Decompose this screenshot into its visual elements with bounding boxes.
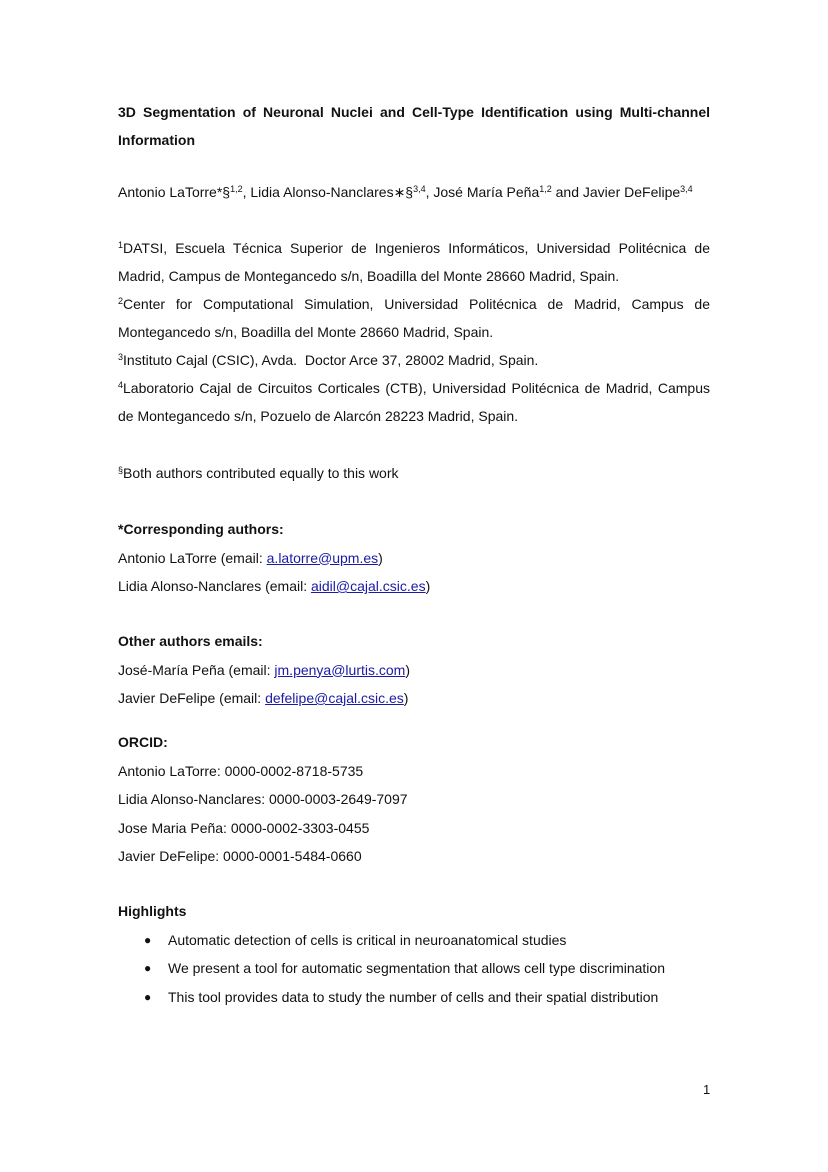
affiliation: $^1$DATSI, Escuela Técnica Superior de Ingenieros Informáticos, Universidad Politécnica de Madrid, Campus de Montegancedo s/n, Boadilla del Monte 28660 Madrid, Spain. — [118, 240, 710, 284]
highlights-section — [118, 897, 665, 1011]
email-link[interactable]: defelipe@cajal.csic.es — [265, 690, 404, 706]
section-heading: ORCID: — [118, 734, 168, 750]
paper-title: 3D Segmentation of Neuronal Nuclei and Cell-Type Identification using Multi-channel Information — [118, 104, 710, 148]
bullet-icon: ● — [144, 961, 152, 975]
orcid-line: Jose Maria Peña: 0000-0002-3303-0455 — [118, 819, 370, 836]
contact-line: Javier DeFelipe (email: defelipe@cajal.csic.es) — [118, 690, 409, 706]
email-link[interactable]: aidil@cajal.csic.es — [310, 578, 426, 594]
list-item: ● Automatic detection of cells is critical in neuroanatomical studies — [118, 926, 665, 955]
contact-line: Lidia Alonso-Nanclares (email: aidil@cajal.csic.es) — [118, 578, 431, 594]
bullet-icon: ● — [144, 932, 152, 947]
author-list — [118, 181, 693, 203]
affiliation: $^2$Center for Computational Simulation, Universidad Politécnica de Madrid, Campus de Montegancedo s/n, Boadilla del Monte 28660 Madrid, Spain. — [118, 296, 710, 340]
email-link[interactable]: jm.penya@lurtis.com — [274, 661, 406, 678]
section-heading: Other authors emails: — [118, 633, 263, 649]
orcid-section — [118, 728, 408, 871]
corresponding-authors — [118, 515, 430, 601]
orcid-line: Javier DeFelipe: 0000-0001-5484-0660 — [118, 848, 362, 864]
other-authors-emails — [118, 627, 410, 713]
contact-line: José-María Peña (email: jm.penya@lurtis.com) — [118, 661, 410, 678]
list-item: ● This tool provides data to study the number of cells and their spatial distribution — [118, 983, 665, 1012]
author: Javier DeFelipe$^{3,4}$ — [582, 184, 693, 200]
affiliation: $^3$Instituto Cajal (CSIC), Avda. Doctor Arce 37, 28002 Madrid, Spain. — [118, 352, 539, 368]
equal-contribution-note: §Both authors contributed equally to this work — [118, 465, 399, 481]
affiliation-list — [118, 234, 710, 430]
list-item: ● We present a tool for automatic segmentation that allows cell type discrimination — [118, 954, 665, 983]
highlights-list — [118, 926, 665, 1012]
affiliation: $^4$Laboratorio Cajal de Circuitos Corticales (CTB), Universidad Politécnica de Madrid, Campus de Montegancedo s/n, Pozuelo de Alarcón 28223 Madrid, Spain. — [118, 380, 710, 424]
section-heading: *Corresponding authors: — [118, 521, 284, 537]
section-heading: Highlights — [118, 903, 187, 919]
author: Lidia Alonso-Nanclares∗§$^{3,4}$, — [250, 184, 434, 200]
orcid-line: Antonio LaTorre: 0000-0002-8718-5735 — [118, 762, 364, 779]
author: Antonio LaTorre*§$^{1,2}$, — [118, 184, 251, 200]
author: José María Peña$^{1,2}$ and — [433, 184, 583, 200]
bullet-icon: ● — [144, 989, 152, 1004]
orcid-line: Lidia Alonso-Nanclares: 0000-0003-2649-7097 — [118, 791, 408, 807]
email-link[interactable]: a.latorre@upm.es — [266, 549, 379, 566]
contact-line: Antonio LaTorre (email: a.latorre@upm.es) — [118, 549, 383, 566]
page-number: 1 — [703, 1082, 711, 1097]
